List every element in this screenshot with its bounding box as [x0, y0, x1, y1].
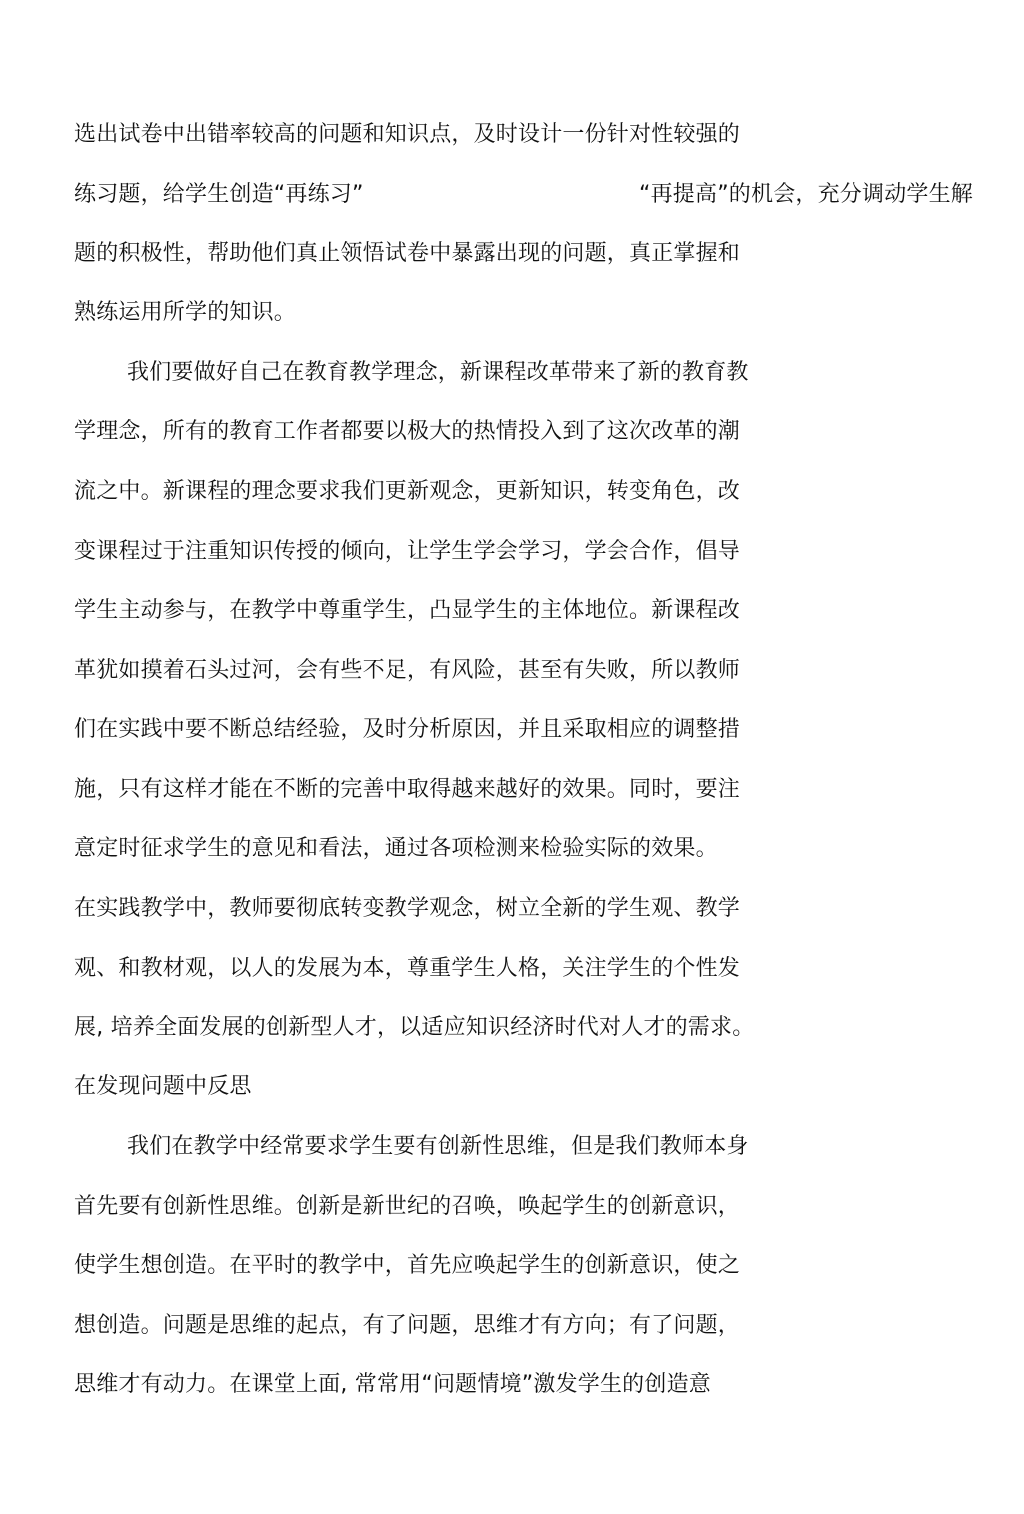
text-line: 想创造。问题是思维的起点，有了问题，思维才有方向；有了问题，	[74, 1313, 741, 1338]
text-line: 们在实践中要不断总结经验，及时分析原因，并且采取相应的调整措	[74, 717, 741, 742]
text-line: 题的积极性，帮助他们真止领悟试卷中暴露出现的问题，真正掌握和	[74, 241, 741, 266]
text-line	[74, 180, 974, 210]
section-heading: 在发现问题中反思	[74, 1074, 252, 1099]
text-line: 我们在教学中经常要求学生要有创新性思维，但是我们教师本身	[127, 1134, 749, 1159]
text-line: 施，只有这样才能在不断的完善中取得越来越好的效果。同时，要注	[74, 777, 741, 802]
text-line: 我们要做好自己在教育教学理念，新课程改革带来了新的教育教	[127, 360, 749, 385]
text-line: 首先要有创新性思维。创新是新世纪的召唤，唤起学生的创新意识，	[74, 1194, 741, 1219]
text-segment: 练习题，给学生创造“再练习”	[74, 182, 364, 207]
text-line: 展, 培养全面发展的创新型人才，以适应知识经济时代对人才的需求。	[74, 1015, 755, 1040]
text-line: 熟练运用所学的知识。	[74, 300, 297, 325]
text-line: 在实践教学中，教师要彻底转变教学观念，树立全新的学生观、教学	[74, 896, 741, 921]
text-line: 意定时征求学生的意见和看法，通过各项检测来检验实际的效果。	[74, 836, 718, 861]
text-line: 学理念，所有的教育工作者都要以极大的热情投入到了这次改革的潮	[74, 419, 741, 444]
text-line: 流之中。新课程的理念要求我们更新观念，更新知识，转变角色，改	[74, 479, 741, 504]
text-line: 革犹如摸着石头过河，会有些不足，有风险，甚至有失败，所以教师	[74, 658, 741, 683]
text-segment: “再提高”的机会，充分调动学生解	[639, 182, 973, 207]
text-line: 思维才有动力。在课堂上面, 常常用“问题情境”激发学生的创造意	[74, 1372, 711, 1397]
text-line: 使学生想创造。在平时的教学中，首先应唤起学生的创新意识，使之	[74, 1253, 741, 1278]
text-line: 变课程过于注重知识传授的倾向，让学生学会学习，学会合作，倡导	[74, 539, 741, 564]
text-line: 观、和教材观，以人的发展为本，尊重学生人格，关注学生的个性发	[74, 956, 741, 981]
text-line: 选出试卷中出错率较高的问题和知识点，及时设计一份针对性较强的	[74, 122, 741, 147]
text-line: 学生主动参与，在教学中尊重学生，凸显学生的主体地位。新课程改	[74, 598, 741, 623]
